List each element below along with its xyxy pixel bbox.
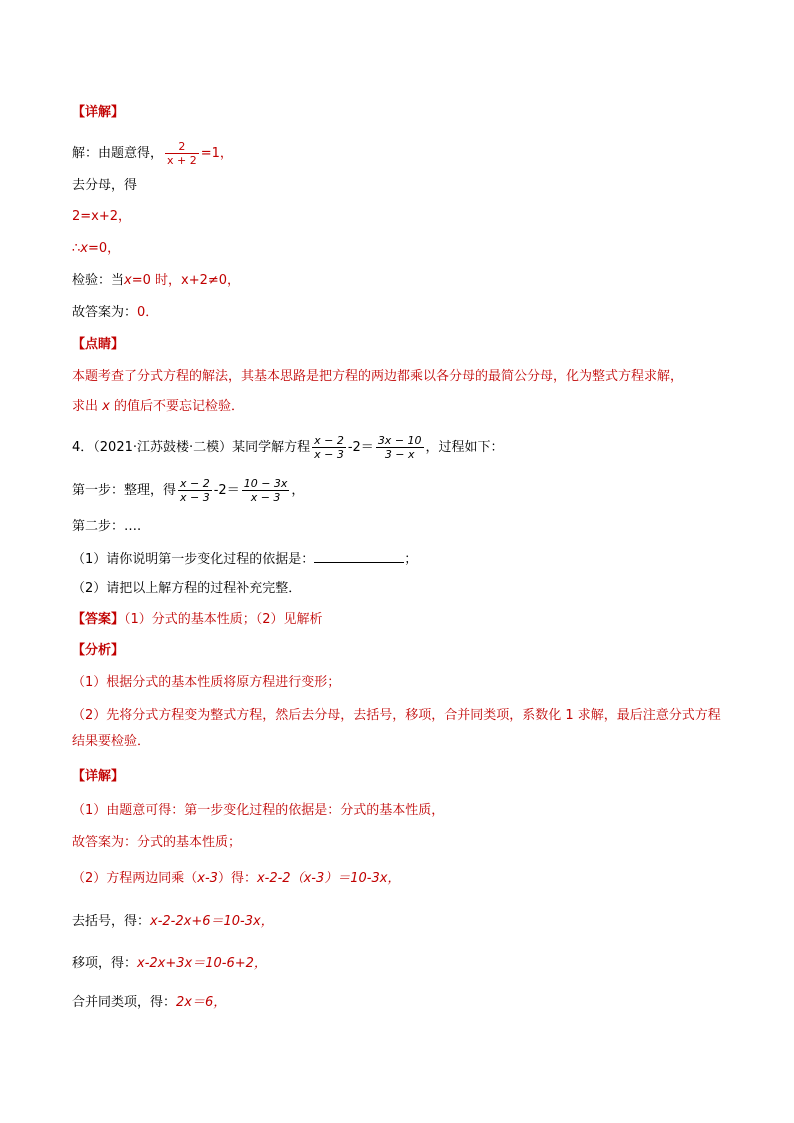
point-line-2-var: x xyxy=(102,399,110,414)
detail-5 xyxy=(72,955,267,973)
detail-3-paren: x-3 xyxy=(197,871,218,886)
detail-5-prefix: 移项，得： xyxy=(72,956,138,971)
detail-3-mid: ）得： xyxy=(217,871,257,886)
equation-1: 2=x+2， xyxy=(72,209,132,224)
fraction-denominator: x + 2 xyxy=(167,154,197,167)
sub-question-1 xyxy=(72,550,417,569)
fraction xyxy=(165,140,199,167)
detail-3-equation: x-2-2（x-3）＝10-3x， xyxy=(256,871,401,886)
detail-1: （1）由题意可得：第一步变化过程的依据是：分式的基本性质， xyxy=(72,803,445,818)
question-4-suffix: ，过程如下： xyxy=(425,440,504,455)
point-line-1: 本题考查了分式方程的解法，其基本思路是把方程的两边都乘以各分母的最简公分母，化为整式方程求解， xyxy=(72,369,684,384)
answer-value: 0． xyxy=(137,305,159,320)
fraction-numerator: x − 2 xyxy=(180,477,210,490)
analysis-header: 【分析】 xyxy=(72,643,125,658)
step-1-prefix: 第一步：整理，得 xyxy=(72,483,177,498)
answer-line xyxy=(72,611,323,629)
fraction-numerator: 2 xyxy=(178,140,186,153)
solution-prefix: 解：由题意得， xyxy=(72,146,164,161)
point-line-2-a: 求出 xyxy=(72,399,99,414)
fraction-denominator: x − 3 xyxy=(242,490,290,504)
question-4-prefix: 4．（2021·江苏鼓楼·二模）某同学解方程 xyxy=(72,440,311,455)
therefore-symbol: ∴ xyxy=(72,241,81,256)
minus-two: -2＝ xyxy=(213,483,240,498)
fraction-denominator: x − 3 xyxy=(180,491,210,504)
detail-2: 故答案为：分式的基本性质； xyxy=(72,835,242,850)
check-prefix: 检验：当 xyxy=(72,273,125,288)
step-1-suffix: ， xyxy=(291,483,305,498)
answer-header: 【答案】 xyxy=(72,612,125,627)
analysis-2: （2）先将分式方程变为整式方程，然后去分母，去括号，移项，合并同类项，系数化 1 求解，最后注意分式方程结果要检验． xyxy=(72,708,721,749)
point-header: 【点睛】 xyxy=(72,337,125,352)
answer-prefix: 故答案为： xyxy=(72,305,138,320)
check-mid: =0 时， xyxy=(131,273,182,288)
sub-question-2: （2）请把以上解方程的过程补充完整． xyxy=(72,581,302,596)
detail-4 xyxy=(72,913,274,931)
step-1-line xyxy=(72,477,304,504)
fraction-numerator: 10 − 3x xyxy=(243,477,288,490)
fraction xyxy=(312,434,346,461)
detail-6-equation: 2x＝6， xyxy=(176,995,227,1010)
detail-3-prefix: （2）方程两边同乘（ xyxy=(72,871,198,886)
check-var: x xyxy=(124,273,132,288)
point-line-2-b: 的值后不要忘记检验． xyxy=(114,399,245,414)
therefore-var: x xyxy=(80,241,88,256)
fraction xyxy=(376,434,424,461)
detail-header: 【详解】 xyxy=(72,105,125,120)
fraction-denominator: x − 3 xyxy=(314,448,344,461)
detail-4-equation: x-2-2x+6＝10-3x， xyxy=(150,914,274,929)
fraction xyxy=(178,477,212,504)
check-line xyxy=(72,272,240,290)
fraction-denominator: 3 − x xyxy=(376,447,424,461)
equation-rhs: =1， xyxy=(200,146,233,161)
fraction-numerator: x − 2 xyxy=(314,434,344,447)
check-cond: x+2≠0， xyxy=(181,273,241,288)
minus-two: -2＝ xyxy=(347,440,374,455)
answer-blank[interactable] xyxy=(314,550,404,563)
fraction xyxy=(242,477,290,504)
therefore-line xyxy=(72,240,120,258)
detail-6 xyxy=(72,994,226,1012)
step-denominator: 去分母，得 xyxy=(72,178,138,193)
answer-line xyxy=(72,304,158,322)
detail-6-prefix: 合并同类项，得： xyxy=(72,995,177,1010)
fraction-numerator: 3x − 10 xyxy=(377,434,422,447)
sub-question-1-prefix: （1）请你说明第一步变化过程的依据是： xyxy=(72,552,315,567)
detail-header-2: 【详解】 xyxy=(72,769,125,784)
answer-text: （1）分式的基本性质；（2）见解析 xyxy=(124,612,323,627)
step-2-line: 第二步：…. xyxy=(72,519,142,534)
therefore-rest: =0， xyxy=(87,241,121,256)
point-line-2 xyxy=(72,398,244,416)
solution-line xyxy=(72,140,233,167)
detail-3 xyxy=(72,870,400,888)
sub-question-1-suffix: ； xyxy=(404,552,418,567)
question-4-stem xyxy=(72,434,504,461)
detail-5-equation: x-2x+3x＝10-6+2， xyxy=(137,956,267,971)
analysis-1: （1）根据分式的基本性质将原方程进行变形； xyxy=(72,675,341,690)
detail-4-prefix: 去括号，得： xyxy=(72,914,151,929)
